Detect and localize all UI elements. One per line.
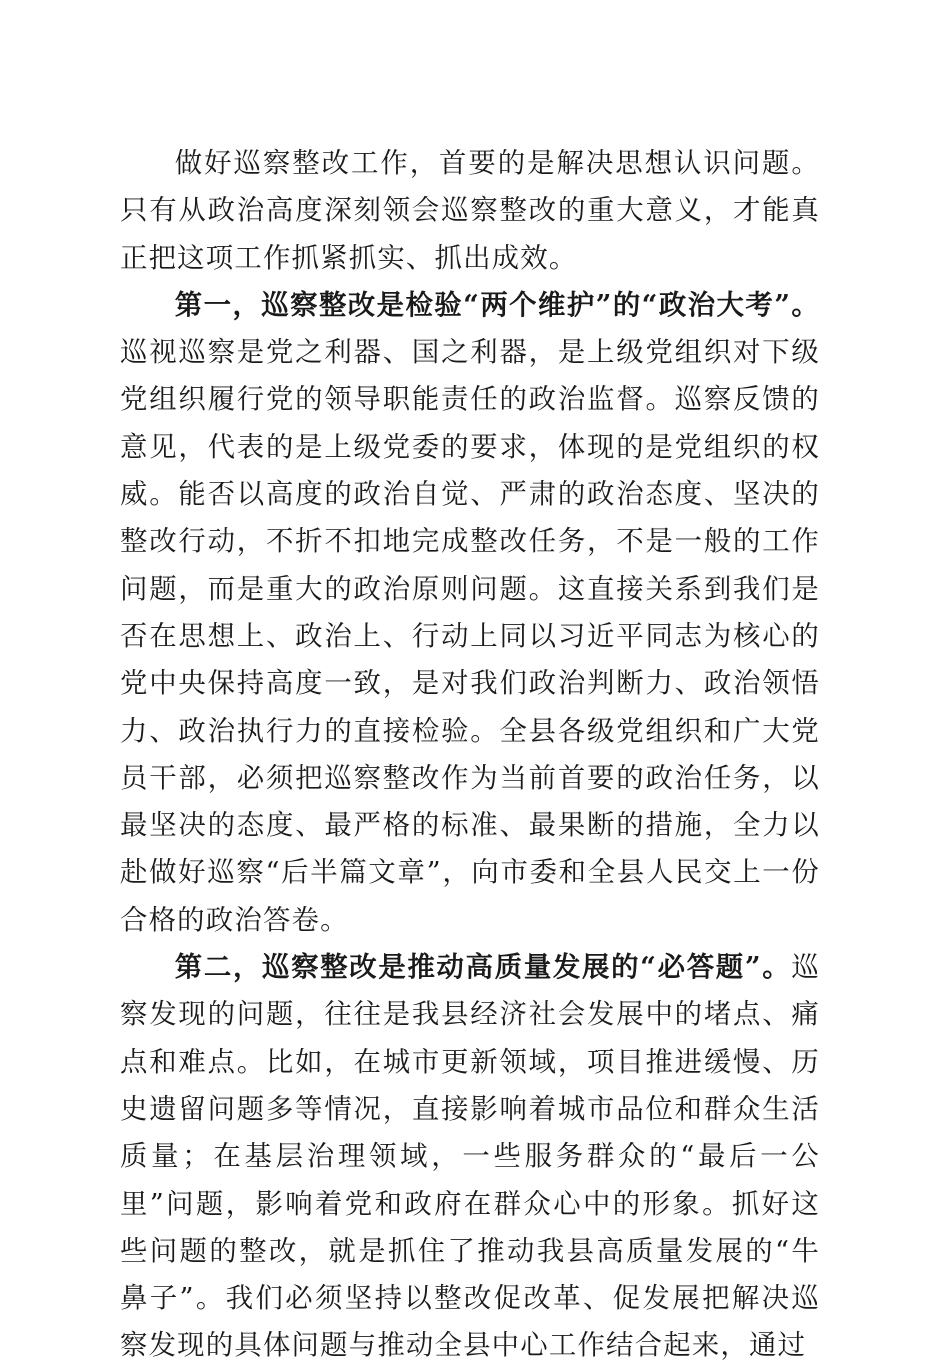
document-body: [120, 140, 820, 1370]
paragraph-lead: 第一，巡察整改是检验“两个维护”的“政治大考”。: [174, 288, 820, 321]
paragraph-text: 做好巡察整改工作，首要的是解决思想认识问题。只有从政治高度深刻领会巡察整改的重大意义，才能真正把这项工作抓紧抓实、抓出成效。: [120, 148, 820, 274]
paragraph-intro: [120, 140, 820, 282]
paragraph-lead: 第二，巡察整改是推动高质量发展的“必答题”。: [174, 951, 792, 984]
paragraph-text: 巡视巡察是党之利器、国之利器，是上级党组织对下级党组织履行党的领导职能责任的政治监督。巡察反馈的意见，代表的是上级党委的要求，体现的是党组织的权威。能否以高度的政治自觉、严肃的政治态度、坚决的整改行动，不折不扣地完成整改任务，不是一般的工作问题，而是重大的政治原则问题。这直接关系到我们是否在思想上、政治上、行动上同以习近平同志为核心的党中央保持高度一致，是对我们政治判断力、政治领悟力、政治执行力的直接检验。全县各级党组织和广大党员干部，必须把巡察整改作为当前首要的政治任务，以最坚决的态度、最严格的标准、最果断的措施，全力以赴做好巡察“后半篇文章”，向市委和全县人民交上一份合格的政治答卷。: [120, 337, 820, 936]
paragraph-second-point: [120, 944, 820, 1370]
paragraph-first-point: [120, 282, 820, 944]
paragraph-text: 巡察发现的问题，往往是我县经济社会发展中的堵点、痛点和难点。比如，在城市更新领域，项目推进缓慢、历史遗留问题多等情况，直接影响着城市品位和群众生活质量；在基层治理领域，一些服务群众的“最后一公里”问题，影响着党和政府在群众心中的形象。抓好这些问题的整改，就是抓住了推动我县高质量发展的“牛鼻子”。我们必须坚持以整改促改革、促发展把解决巡察发现的具体问题与推动全县中心工作结合起来，通过: [120, 952, 820, 1362]
